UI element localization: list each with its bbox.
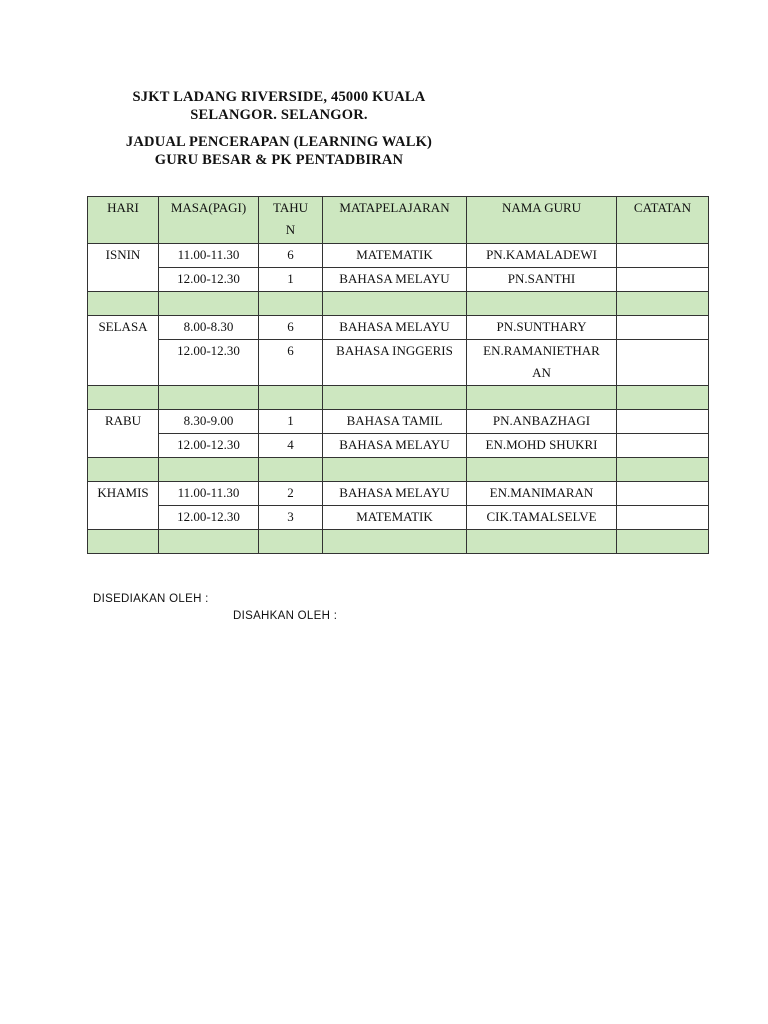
year-cell: 1 (259, 268, 323, 292)
teacher-cell: EN.RAMANIETHAR AN (467, 340, 617, 386)
time-cell: 11.00-11.30 (159, 244, 259, 268)
separator-row (88, 386, 709, 410)
separator-cell (617, 292, 709, 316)
school-name-line-2: SELANGOR. SELANGOR. (190, 107, 368, 123)
table-row (88, 482, 709, 506)
notes-cell (617, 316, 709, 340)
separator-cell (259, 386, 323, 410)
subject-cell: MATEMATIK (323, 244, 467, 268)
separator-cell (617, 530, 709, 554)
schedule-table (87, 196, 709, 554)
column-header-matapelajaran: MATAPELAJARAN (323, 197, 467, 244)
table-row (88, 268, 709, 292)
table-header-row (88, 197, 709, 244)
column-header-masa: MASA(PAGI) (159, 197, 259, 244)
separator-cell (88, 292, 159, 316)
day-cell: KHAMIS (88, 482, 159, 530)
document-title (96, 133, 462, 169)
separator-cell (467, 458, 617, 482)
time-cell: 8.00-8.30 (159, 316, 259, 340)
separator-cell (323, 458, 467, 482)
separator-row (88, 530, 709, 554)
separator-cell (259, 292, 323, 316)
separator-cell (323, 386, 467, 410)
separator-cell (159, 386, 259, 410)
table-row (88, 410, 709, 434)
notes-cell (617, 482, 709, 506)
column-header-hari: HARI (88, 197, 159, 244)
table-row (88, 434, 709, 458)
notes-cell (617, 434, 709, 458)
separator-cell (467, 292, 617, 316)
separator-cell (88, 530, 159, 554)
approved-by-label: DISAHKAN OLEH : (233, 610, 338, 622)
notes-cell (617, 244, 709, 268)
time-cell: 12.00-12.30 (159, 506, 259, 530)
separator-cell (617, 458, 709, 482)
day-cell: RABU (88, 410, 159, 458)
teacher-cell: EN.MOHD SHUKRI (467, 434, 617, 458)
notes-cell (617, 410, 709, 434)
year-cell: 2 (259, 482, 323, 506)
teacher-cell: PN.SANTHI (467, 268, 617, 292)
separator-cell (88, 386, 159, 410)
teacher-cell: CIK.TAMALSELVE (467, 506, 617, 530)
table-row (88, 506, 709, 530)
separator-cell (159, 458, 259, 482)
prepared-by-label: DISEDIAKAN OLEH : (93, 593, 209, 605)
notes-cell (617, 506, 709, 530)
separator-cell (323, 292, 467, 316)
column-header-catatan: CATATAN (617, 197, 709, 244)
year-cell: 6 (259, 340, 323, 386)
separator-cell (88, 458, 159, 482)
time-cell: 12.00-12.30 (159, 268, 259, 292)
separator-row (88, 292, 709, 316)
teacher-cell: PN.SUNTHARY (467, 316, 617, 340)
separator-cell (159, 292, 259, 316)
notes-cell (617, 268, 709, 292)
table-row (88, 244, 709, 268)
subject-cell: BAHASA INGGERIS (323, 340, 467, 386)
teacher-cell: PN.ANBAZHAGI (467, 410, 617, 434)
time-cell: 12.00-12.30 (159, 340, 259, 386)
teacher-cell: PN.KAMALADEWI (467, 244, 617, 268)
time-cell: 11.00-11.30 (159, 482, 259, 506)
subject-cell: BAHASA MELAYU (323, 434, 467, 458)
year-cell: 3 (259, 506, 323, 530)
subject-cell: MATEMATIK (323, 506, 467, 530)
subject-cell: BAHASA TAMIL (323, 410, 467, 434)
year-cell: 4 (259, 434, 323, 458)
subject-cell: BAHASA MELAYU (323, 482, 467, 506)
table-row (88, 340, 709, 386)
table-row (88, 316, 709, 340)
document-title-line-2: GURU BESAR & PK PENTADBIRAN (154, 152, 404, 168)
teacher-cell: EN.MANIMARAN (467, 482, 617, 506)
document-title-line-1: JADUAL PENCERAPAN (LEARNING WALK) (125, 134, 433, 150)
school-title (96, 88, 462, 124)
column-header-tahun: TAHU N (259, 197, 323, 244)
notes-cell (617, 340, 709, 386)
year-cell: 6 (259, 316, 323, 340)
year-cell: 1 (259, 410, 323, 434)
separator-cell (467, 530, 617, 554)
subject-cell: BAHASA MELAYU (323, 268, 467, 292)
separator-cell (467, 386, 617, 410)
day-cell: SELASA (88, 316, 159, 386)
separator-cell (323, 530, 467, 554)
day-cell: ISNIN (88, 244, 159, 292)
separator-cell (159, 530, 259, 554)
year-cell: 6 (259, 244, 323, 268)
time-cell: 12.00-12.30 (159, 434, 259, 458)
separator-cell (259, 530, 323, 554)
time-cell: 8.30-9.00 (159, 410, 259, 434)
column-header-nama-guru: NAMA GURU (467, 197, 617, 244)
separator-cell (259, 458, 323, 482)
school-name-line-1: SJKT LADANG RIVERSIDE, 45000 KUALA (132, 89, 426, 105)
separator-row (88, 458, 709, 482)
subject-cell: BAHASA MELAYU (323, 316, 467, 340)
separator-cell (617, 386, 709, 410)
